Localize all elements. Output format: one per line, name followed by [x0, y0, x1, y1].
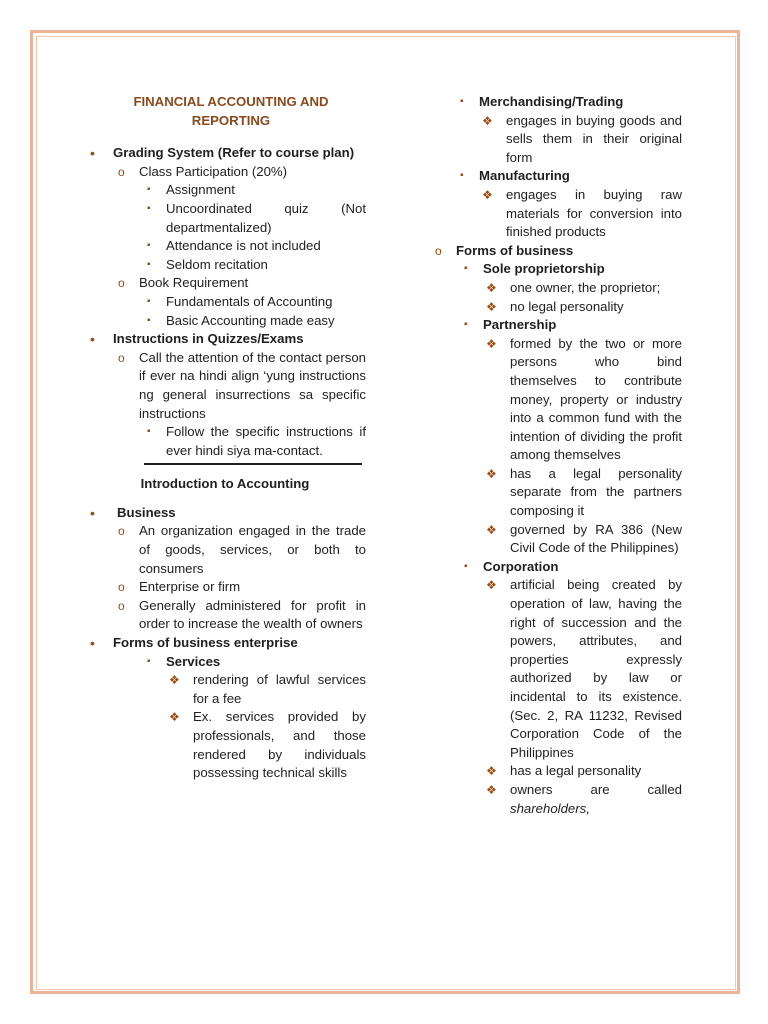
diamond-bullet-icon: ❖ — [486, 764, 497, 779]
merchandising-item — [452, 93, 682, 167]
list-item — [139, 256, 366, 275]
diamond-bullet-icon: ❖ — [486, 578, 497, 593]
forms-business-heading: Forms of business — [456, 242, 574, 258]
list-item — [483, 521, 682, 558]
list-item-text: engages in buying goods and sells them in their original form — [506, 112, 682, 165]
services-heading: Services — [166, 653, 221, 669]
list-item-text: rendering of lawful services for a fee — [193, 672, 366, 706]
list-item — [139, 200, 366, 237]
list-item — [483, 335, 682, 465]
disc-bullet-icon: • — [90, 635, 95, 652]
right-column — [430, 93, 682, 818]
sole-proprietorship-item — [456, 260, 682, 316]
corporation-item — [456, 558, 682, 818]
list-item — [113, 349, 366, 461]
grading-system-item — [84, 144, 366, 330]
instructions-heading: Instructions in Quizzes/Exams — [113, 331, 304, 347]
diamond-bullet-icon: ❖ — [486, 782, 497, 797]
list-item-text: Fundamentals of Accounting — [166, 293, 333, 309]
list-item — [483, 576, 682, 762]
square-bullet-icon: ▪ — [460, 170, 464, 182]
list-item — [139, 181, 366, 200]
square-bullet-icon: ▪ — [464, 263, 468, 275]
list-item — [113, 578, 366, 597]
disc-bullet-icon: • — [90, 331, 95, 348]
list-item — [483, 465, 682, 521]
diamond-bullet-icon: ❖ — [486, 299, 497, 314]
disc-bullet-icon: • — [90, 145, 95, 162]
list-item-text: Enterprise or firm — [139, 579, 241, 595]
list-item-text: artificial being created by operation of law, having the right of succession and the powers, attributes, and properties expressly authorized by law or incidental to its existence. (Sec. 2, RA 11232, Revised Corporation Code of the Philippines — [510, 577, 682, 760]
sole-proprietorship-heading: Sole proprietorship — [483, 261, 605, 277]
corporation-heading: Corporation — [483, 558, 559, 574]
square-bullet-icon: ▪ — [147, 314, 151, 326]
circle-bullet-icon: o — [118, 350, 125, 365]
list-item-text: engages in buying raw materials for conversion into finished products — [506, 186, 682, 240]
book-requirement-text: Book Requirement — [139, 275, 249, 291]
forms-enterprise-heading: Forms of business enterprise — [113, 635, 298, 651]
diamond-bullet-icon: ❖ — [486, 280, 497, 295]
circle-bullet-icon: o — [118, 164, 125, 179]
list-item — [483, 298, 682, 317]
list-item-text: owners are called — [510, 781, 682, 797]
disc-bullet-icon: • — [90, 504, 95, 521]
left-outline-2 — [84, 504, 366, 783]
list-item — [139, 423, 366, 460]
list-item — [166, 671, 366, 708]
list-item-text: formed by the two or more persons who bind themselves to contribute money, property or industry into a common fund with the intention of dividing the profit among themselves — [510, 335, 682, 463]
diamond-bullet-icon: ❖ — [486, 336, 497, 351]
partnership-heading: Partnership — [483, 317, 557, 333]
diamond-bullet-icon: ❖ — [486, 466, 497, 481]
list-item — [139, 237, 366, 256]
document-title: FINANCIAL ACCOUNTING AND REPORTING — [133, 94, 329, 128]
forms-enterprise-item — [84, 634, 366, 783]
square-bullet-icon: ▪ — [147, 655, 151, 667]
diamond-bullet-icon: ❖ — [482, 187, 493, 202]
left-outline — [84, 144, 366, 460]
square-bullet-icon: ▪ — [147, 426, 151, 438]
list-item-text: has a legal personality separate from the partners composing it — [510, 465, 682, 519]
right-outline — [430, 93, 682, 242]
business-heading: Business — [117, 504, 176, 520]
list-item-text: Basic Accounting made easy — [166, 312, 335, 328]
list-item-text: no legal personality — [510, 298, 624, 314]
list-item-text: governed by RA 386 (New Civil Code of the Philippines) — [510, 521, 682, 556]
list-item-text: An organization engaged in the trade of goods, services, or both to consumers — [139, 523, 366, 576]
instructions-item — [84, 330, 366, 460]
list-item-text: Generally administered for profit in order to increase the wealth of owners — [139, 597, 366, 632]
left-column — [84, 93, 366, 783]
list-item — [479, 112, 682, 168]
list-item-text: has a legal personality — [510, 763, 642, 779]
circle-bullet-icon: o — [435, 243, 442, 258]
list-item — [483, 279, 682, 298]
list-item-text: Uncoordinated quiz (Not departmentalized) — [166, 200, 366, 235]
instructions-text: Call the attention of the contact person if ever na hindi align ‘yung instructions ng general insurrections sa specific instructions — [139, 349, 366, 421]
list-item — [139, 653, 366, 783]
list-item — [139, 312, 366, 331]
list-item — [479, 186, 682, 242]
business-item — [84, 504, 366, 634]
circle-bullet-icon: o — [118, 598, 125, 613]
circle-bullet-icon: o — [118, 524, 125, 539]
circle-bullet-icon: o — [118, 580, 125, 595]
intro-heading: Introduction to Accounting — [140, 476, 310, 492]
shareholders-text: shareholders, — [510, 800, 590, 816]
participation-text: Class Participation (20%) — [139, 163, 288, 179]
square-bullet-icon: ▪ — [147, 240, 151, 252]
list-item-text: Attendance is not included — [166, 238, 321, 254]
list-item — [139, 293, 366, 312]
list-item — [166, 708, 366, 782]
list-item-text: Assignment — [166, 182, 235, 198]
circle-bullet-icon: o — [118, 276, 125, 291]
square-bullet-icon: ▪ — [147, 295, 151, 307]
diamond-bullet-icon: ❖ — [486, 522, 497, 537]
diamond-bullet-icon: ❖ — [169, 710, 180, 725]
section-divider — [144, 463, 362, 465]
forms-business-outline — [430, 242, 682, 818]
diamond-bullet-icon: ❖ — [482, 113, 493, 128]
manufacturing-item — [452, 167, 682, 241]
list-item — [483, 762, 682, 781]
list-item — [113, 163, 366, 275]
merchandising-heading: Merchandising/Trading — [479, 94, 624, 109]
square-bullet-icon: ▪ — [464, 319, 468, 331]
list-item-text: Seldom recitation — [166, 256, 268, 272]
square-bullet-icon: ▪ — [147, 202, 151, 214]
list-item — [113, 274, 366, 330]
list-item — [113, 597, 366, 634]
list-item-text: Ex. services provided by professionals, and those rendered by individuals possessing technical skills — [193, 709, 366, 781]
manufacturing-heading: Manufacturing — [479, 168, 570, 184]
square-bullet-icon: ▪ — [147, 184, 151, 196]
square-bullet-icon: ▪ — [464, 560, 468, 572]
list-item — [483, 781, 682, 818]
list-item-text: one owner, the proprietor; — [510, 279, 661, 295]
list-item — [113, 522, 366, 578]
diamond-bullet-icon: ❖ — [169, 673, 180, 688]
partnership-item — [456, 316, 682, 558]
square-bullet-icon: ▪ — [460, 96, 464, 107]
grading-system-heading: Grading System (Refer to course plan) — [113, 145, 355, 161]
list-item-text: Follow the specific instructions if ever hindi siya ma-contact. — [166, 424, 366, 458]
forms-business-item — [430, 242, 682, 818]
square-bullet-icon: ▪ — [147, 258, 151, 270]
